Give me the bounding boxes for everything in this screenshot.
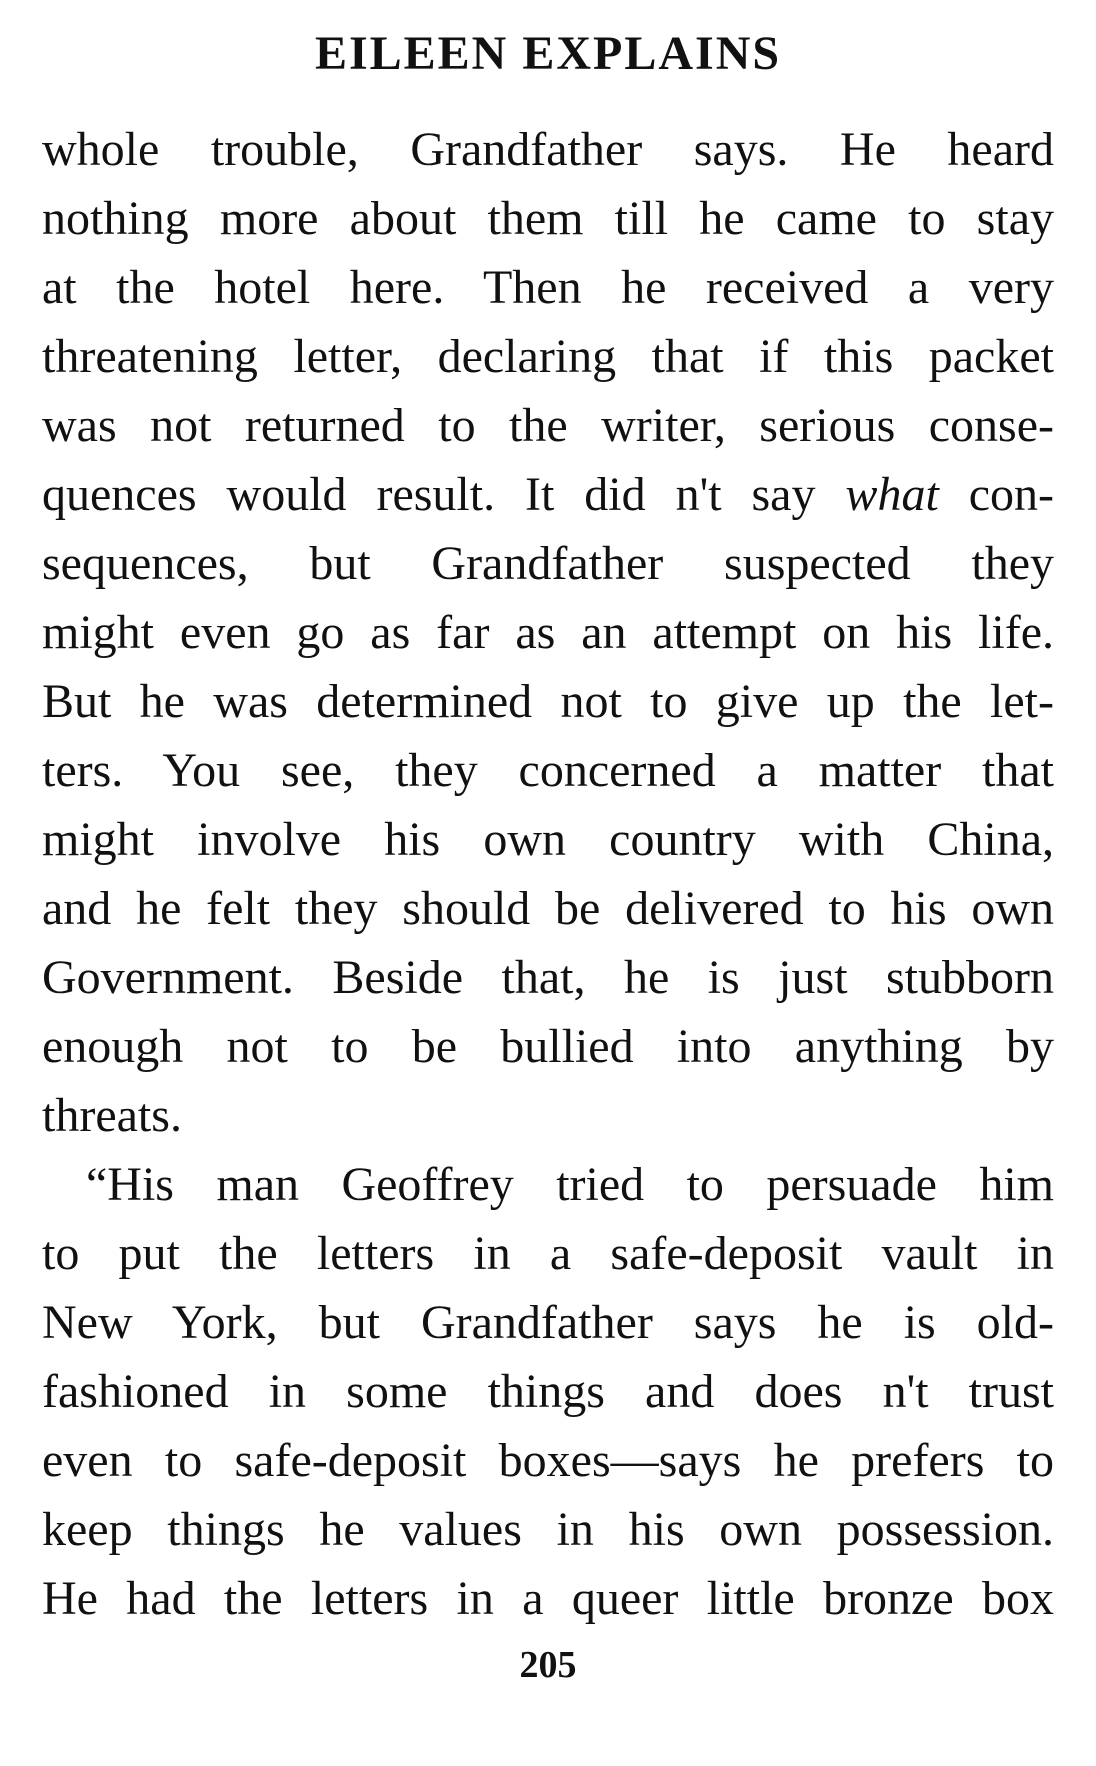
- text-line: even to safe-deposit boxes—says he prefers to: [42, 1434, 1054, 1487]
- text-line: at the hotel here. Then he received a very: [42, 261, 1054, 314]
- text-line: He had the letters in a queer little bronze box: [42, 1572, 1054, 1625]
- text-segment: con-: [968, 468, 1054, 521]
- text-line: Government. Beside that, he is just stubborn: [42, 951, 1054, 1004]
- text-line: threatening letter, declaring that if this packet: [42, 330, 1054, 383]
- running-head: EILEEN EXPLAINS: [314, 27, 782, 80]
- text-line: sequences, but Grandfather suspected they: [42, 537, 1054, 590]
- text-line: fashioned in some things and does n't trust: [42, 1365, 1054, 1418]
- text-line: might even go as far as an attempt on his life.: [42, 606, 1054, 659]
- text-line: nothing more about them till he came to stay: [42, 192, 1054, 245]
- text-line: keep things he values in his own possession.: [42, 1503, 1054, 1556]
- text-line: whole trouble, Grandfather says. He heard: [42, 123, 1054, 176]
- text-line: threats.: [42, 1089, 182, 1142]
- text-line: to put the letters in a safe-deposit vault in: [42, 1227, 1054, 1280]
- text-line: was not returned to the writer, serious conse-: [42, 399, 1054, 452]
- text-line: “His man Geoffrey tried to persuade him: [86, 1158, 1054, 1211]
- page-number: 205: [519, 1644, 577, 1686]
- body-text: [42, 115, 1054, 1633]
- italic-word: what: [845, 468, 939, 521]
- text-line: New York, but Grandfather says he is old-: [42, 1296, 1054, 1349]
- text-line: But he was determined not to give up the let-: [42, 675, 1054, 728]
- text-line: might involve his own country with China,: [42, 813, 1054, 866]
- text-line: enough not to be bullied into anything by: [42, 1020, 1054, 1073]
- text-line: ters. You see, they concerned a matter that: [42, 744, 1054, 797]
- text-line: [42, 460, 1054, 529]
- text-line: and he felt they should be delivered to his own: [42, 882, 1054, 935]
- text-segment: quences would result. It did n't say: [42, 468, 816, 521]
- paragraph-2: [42, 1150, 1054, 1633]
- paragraph-1: [42, 115, 1054, 1150]
